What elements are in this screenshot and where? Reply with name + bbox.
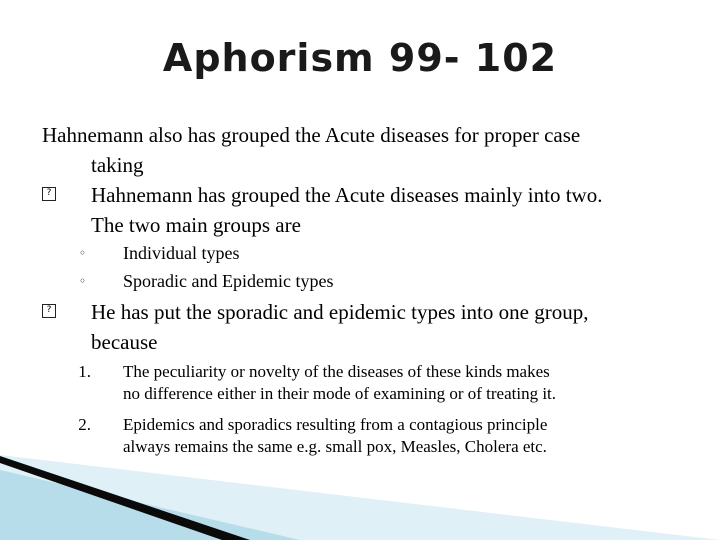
bullet-line: because (91, 330, 158, 354)
item-number: 2. (78, 415, 91, 434)
numbered-line: The peculiarity or novelty of the diseases of these kinds makes (123, 362, 550, 381)
intro-line-2: taking (91, 153, 144, 177)
bullet-line: The two main groups are (91, 213, 301, 237)
ring-bullet-icon: ◦ (79, 246, 87, 260)
bullet-line: He has put the sporadic and epidemic types into one group, (91, 300, 589, 324)
sub-item-label: Sporadic and Epidemic types (123, 271, 334, 291)
intro-line-1: Hahnemann also has grouped the Acute diseases for proper case (42, 123, 581, 147)
item-number: 1. (78, 362, 91, 381)
bullet-line: Hahnemann has grouped the Acute diseases mainly into two. (91, 183, 603, 207)
ring-bullet-icon: ◦ (79, 274, 87, 288)
numbered-line: always remains the same e.g. small pox, Measles, Cholera etc. (123, 437, 547, 456)
numbered-line: no difference either in their mode of examining or of treating it. (123, 384, 557, 403)
sub-item-label: Individual types (123, 243, 240, 263)
square-bullet-icon: ? (42, 187, 56, 201)
slide-title: Aphorism 99- 102 (162, 36, 558, 80)
square-bullet-icon: ? (42, 304, 56, 318)
numbered-line: Epidemics and sporadics resulting from a contagious principle (123, 415, 548, 434)
